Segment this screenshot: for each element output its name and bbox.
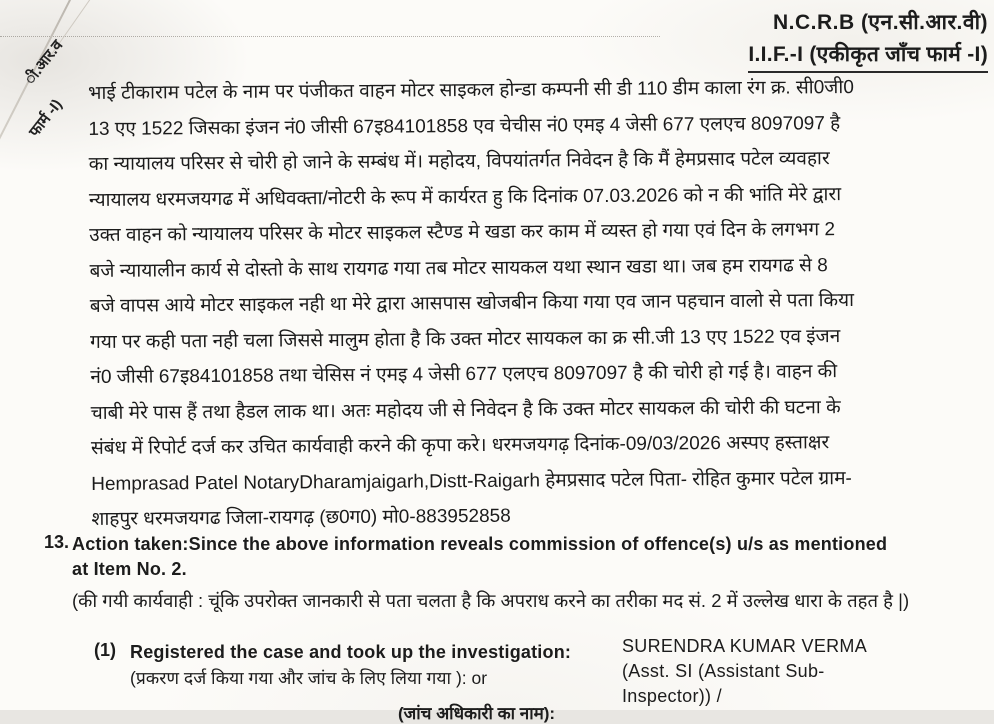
corner-stamp-text-1: ी.आर.व xyxy=(21,37,67,88)
sub-item-1-texts xyxy=(130,640,571,692)
sub-item-1-hindi-text: (प्रकरण दर्ज किया गया और जांच के लिए लिया गया ): or xyxy=(130,668,488,688)
investigating-officer-block xyxy=(622,634,867,709)
body-line: नं0 जीसी 67इ84101858 तथा चेसिस नं एमइ 4 जेसी 677 एलएच 8097097 है की चोरी हो गई है। वाहन की xyxy=(90,361,838,388)
form-header xyxy=(748,8,988,73)
item-13-english-text: Action taken:Since the above information reveals commission of offence(s) u/s as mentioned at Item No. 2. xyxy=(72,534,888,579)
body-line: भाई टीकाराम पटेल के नाम पर पंजीकत वाहन मोटर साइकल होन्डा कम्पनी सी डी 110 डीम काला रंग क्र. सी0जी0 xyxy=(88,76,854,104)
body-line: चाबी मेरे पास हैं तथा हैडल लाक था। अतः महोदय जी से निवेदन है कि उक्त मोटर सायकल की चोरी की घटना के xyxy=(90,396,841,424)
body-line: गया पर कही पता नही चला जिससे मालुम होता है कि उक्त मोटर सायकल का क्र सी.जी 13 एए 1522 एव इंजन xyxy=(90,325,841,353)
body-line: उक्त वाहन को न्यायालय परिसर के मोटर साइकल स्टैण्ड मे खडा कर काम में व्यस्त हो गया एवं दिन के लगभग 2 xyxy=(89,219,836,246)
item-13-action-taken xyxy=(44,532,944,615)
sub-item-1-number: (1) xyxy=(94,640,116,660)
scan-artifact-dotted-line xyxy=(0,36,660,37)
page-corner-crease xyxy=(0,0,80,170)
body-line: Hemprasad Patel NotaryDharamjaigarh,Distt-Raigarh हेमप्रसाद पटेल पिता- रोहित कुमार पटेल ग्राम- xyxy=(91,467,852,495)
body-line: बजे वापस आये मोटर साइकल नही था मेरे द्वारा आसपास खोजबीन किया गया एव जान पहचान वालो से पता किया xyxy=(89,289,855,317)
clipped-bottom-label: (जांच अधिकारी का नाम): xyxy=(398,704,556,723)
body-line: 13 एए 1522 जिसका इंजन नं0 जीसी 67इ84101858 एव चेचीस नं0 एमइ 4 जेसी 677 एलएच 8097097 है xyxy=(88,112,841,140)
officer-name: SURENDRA KUMAR VERMA xyxy=(622,636,868,656)
body-line: का न्यायालय परिसर से चोरी हो जाने के सम्बंध में। महोदय, विपयांतर्गत निवेदन है कि मैं हेमप्रसाद पटेल व्यवहार xyxy=(88,148,830,175)
body-line: बजे न्यायालीन कार्य से दोस्तो के साथ रायगढ गया तब मोटर सायकल यथा स्थान खडा था। जब हम रायगढ से 8 xyxy=(89,254,828,282)
officer-designation-line2: Inspector)) / xyxy=(622,686,722,706)
body-line: न्यायालय धरमजयगढ में अधिवक्ता/नोटरी के रूप में कार्यरत हु कि दिनांक 07.03.2026 को न की भांति मेरे द्वारा xyxy=(88,183,842,211)
corner-stamp-text-2: फार्म -I) xyxy=(25,96,66,141)
officer-designation-line1: (Asst. SI (Assistant Sub- xyxy=(622,661,825,681)
item-13-hindi-text: (की गयी कार्यवाही : चूंकि उपरोक्त जानकारी से पता चलता है कि अपराध करने का तरीका मद सं. 2 में उल्लेख धारा के तहत है |) xyxy=(72,590,910,611)
header-iif-title: I.I.F.-I (एकीकृत जाँच फार्म -I) xyxy=(748,40,988,73)
body-line: संबंध में रिपोर्ट दर्ज कर उचित कार्यवाही करने की कृपा करे। धरमजयगढ़ दिनांक-09/03/2026 अस्पए हस्ताक्षर xyxy=(90,432,830,459)
sub-item-1-english-text: Registered the case and took up the investigation: xyxy=(130,642,572,662)
body-line: शाहपुर धरमजयगढ जिला-रायगढ़ (छ0ग0) मो0-883952858 xyxy=(91,505,511,530)
item-13-texts xyxy=(72,532,944,615)
item-13-number: 13. xyxy=(44,532,70,552)
complaint-body-paragraph xyxy=(88,69,992,538)
header-ncrb-title: N.C.R.B (एन.सी.आर.वी) xyxy=(772,11,988,34)
